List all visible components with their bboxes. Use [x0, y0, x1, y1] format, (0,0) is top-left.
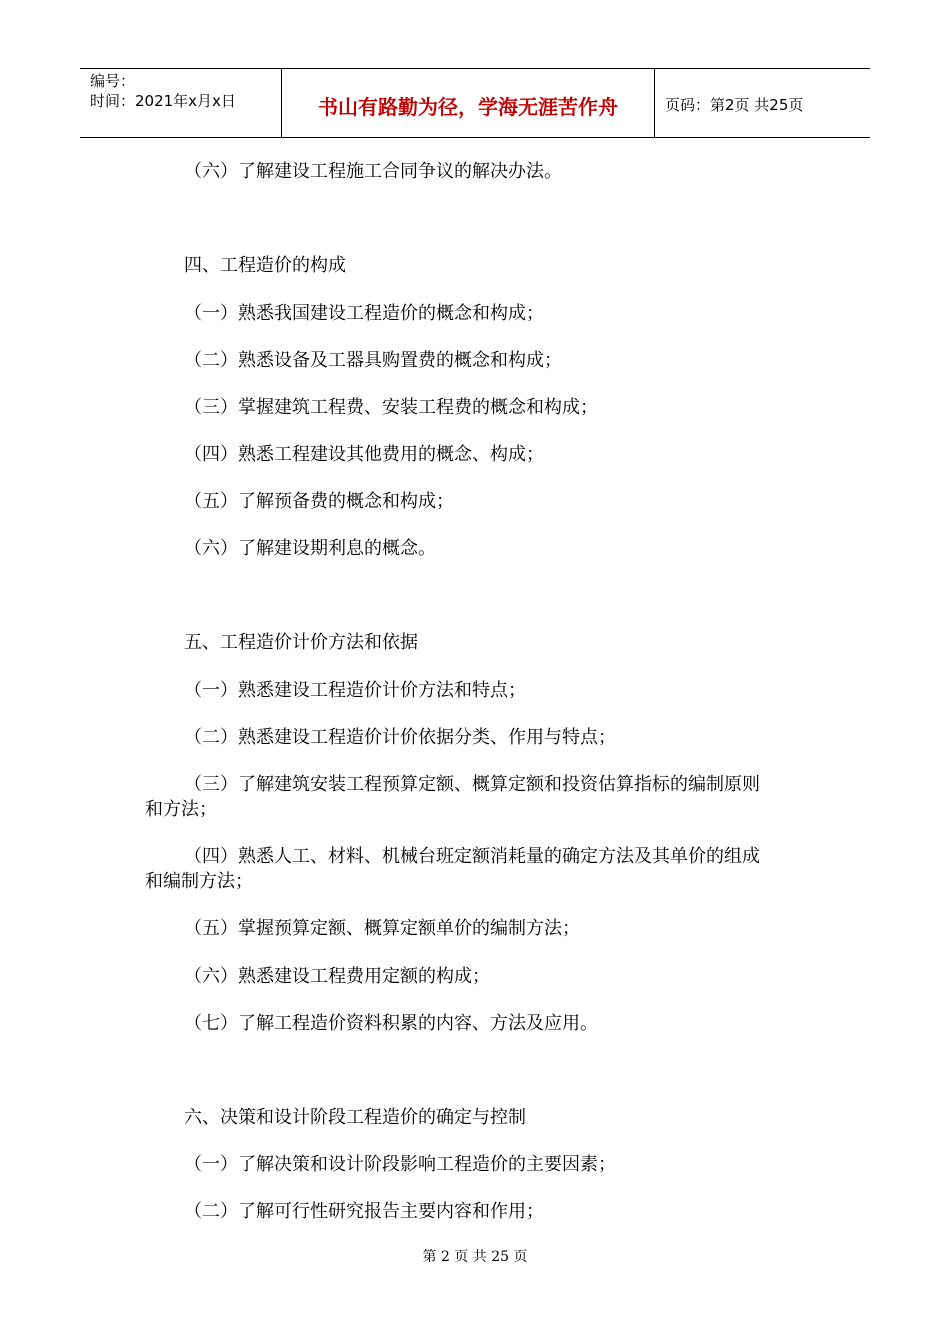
document-number-label: 编号：	[90, 72, 136, 90]
item-line: （三）了解建筑安装工程预算定额、概算定额和投资估算指标的编制原则	[184, 774, 760, 795]
header-motto-cell	[282, 69, 655, 137]
page-footer: 第 2 页 共 25 页	[422, 1249, 528, 1265]
header-info-cell	[80, 69, 282, 137]
item-line-continuation: 和方法；	[145, 799, 217, 820]
header-page-cell	[655, 69, 870, 137]
item-line: （二）熟悉建设工程造价计价依据分类、作用与特点；	[184, 727, 616, 748]
item-line: （七）了解工程造价资料积累的内容、方法及应用。	[184, 1013, 598, 1034]
item-line: （一）熟悉建设工程造价计价方法和特点；	[184, 680, 526, 701]
page-header	[80, 68, 870, 138]
item-line: （六）了解建设工程施工合同争议的解决办法。	[184, 161, 562, 182]
item-line: （六）熟悉建设工程费用定额的构成；	[184, 966, 490, 987]
item-line: （三）掌握建筑工程费、安装工程费的概念和构成；	[184, 397, 598, 418]
section-heading: 六、决策和设计阶段工程造价的确定与控制	[184, 1107, 526, 1128]
header-page-info: 页码：第2页 共25页	[665, 96, 804, 114]
item-line: （二）了解可行性研究报告主要内容和作用；	[184, 1201, 544, 1222]
item-line: （四）熟悉工程建设其他费用的概念、构成；	[184, 444, 544, 465]
header-motto: 书山有路勤为径，学海无涯苦作舟	[318, 95, 618, 119]
document-time-label: 时间：2021年x月x日	[90, 92, 236, 110]
section-heading: 五、工程造价计价方法和依据	[184, 632, 418, 653]
item-line: （一）了解决策和设计阶段影响工程造价的主要因素；	[184, 1154, 616, 1175]
item-line-continuation: 和编制方法；	[145, 871, 253, 892]
item-line: （一）熟悉我国建设工程造价的概念和构成；	[184, 303, 544, 324]
item-line: （五）了解预备费的概念和构成；	[184, 491, 454, 512]
item-line: （二）熟悉设备及工器具购置费的概念和构成；	[184, 350, 562, 371]
item-line: （四）熟悉人工、材料、机械台班定额消耗量的确定方法及其单价的组成	[184, 846, 760, 867]
item-line: （六）了解建设期利息的概念。	[184, 538, 436, 559]
section-heading: 四、工程造价的构成	[184, 255, 346, 276]
item-line: （五）掌握预算定额、概算定额单价的编制方法；	[184, 918, 580, 939]
